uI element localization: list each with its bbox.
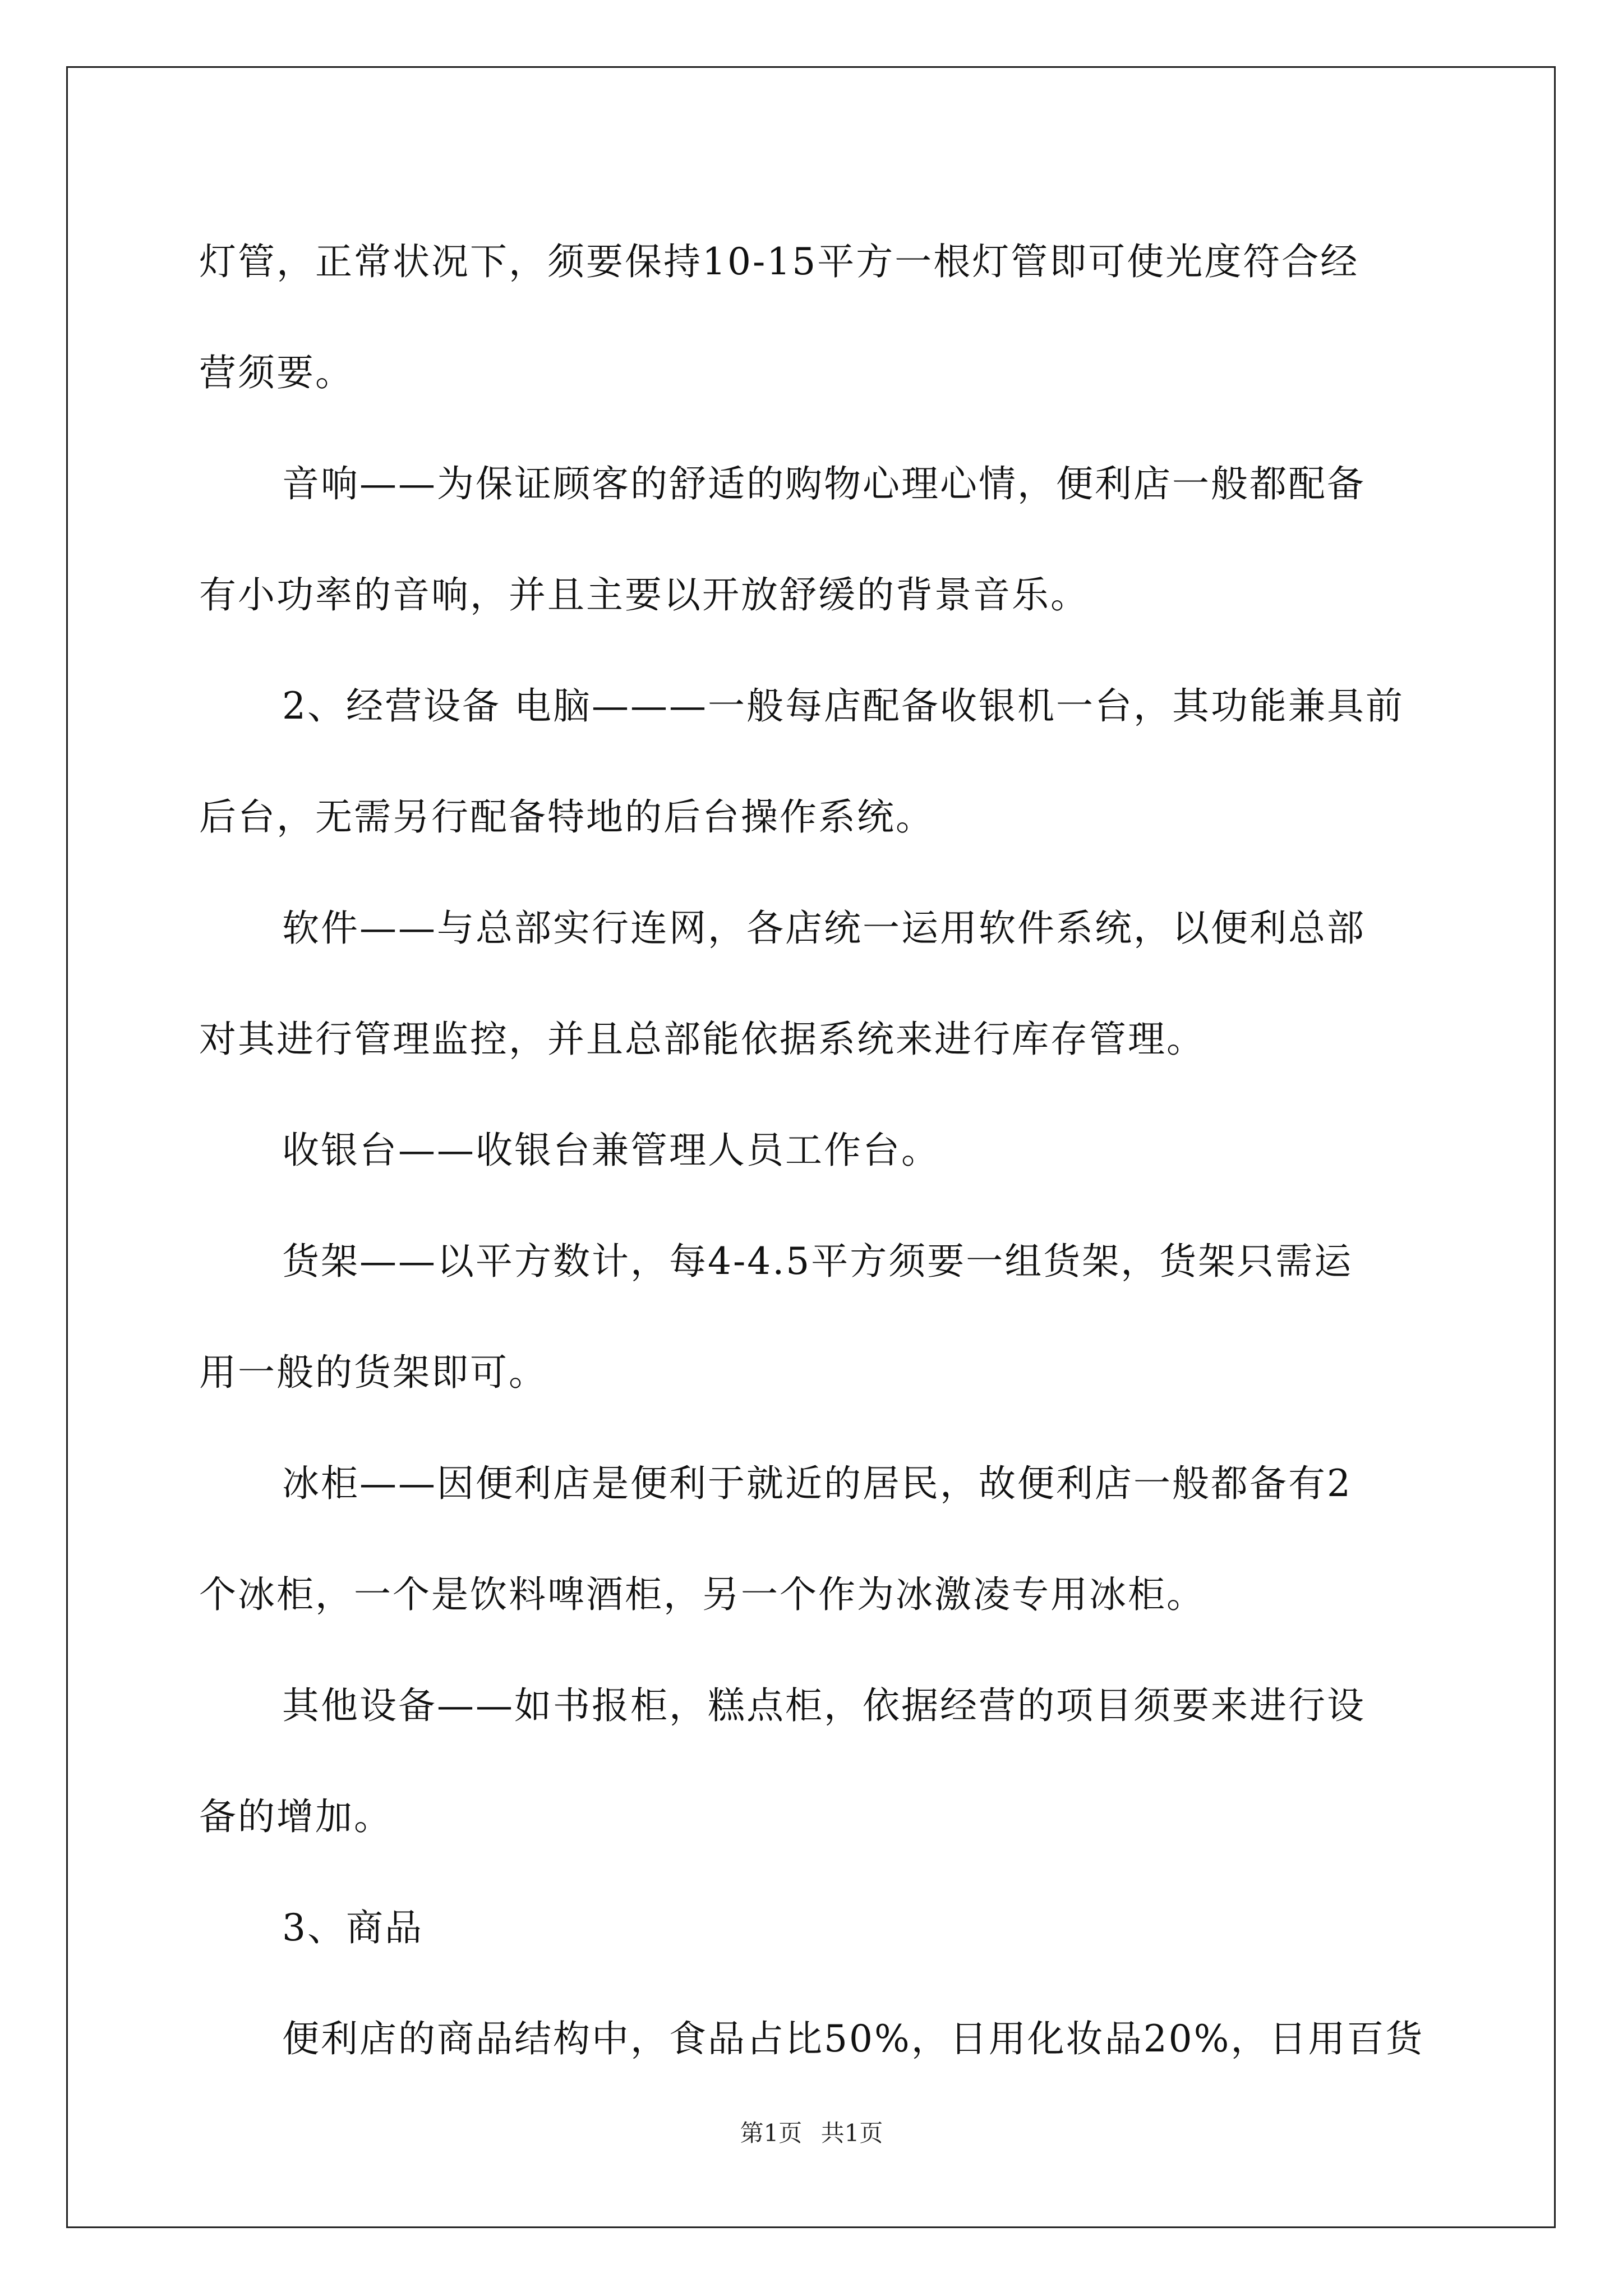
paragraph (199, 206, 1422, 429)
paragraph (199, 873, 1422, 1095)
paragraph (199, 429, 1422, 651)
text-line: 灯管，正常状况下，须要保持10-15平方一根灯管即可使光度符合经 (199, 240, 1359, 283)
text-line: 后台，无需另行配备特地的后台操作系统。 (199, 795, 934, 839)
paragraph (199, 1428, 1422, 1650)
paragraph (199, 1095, 1422, 1206)
paragraph (199, 1650, 1422, 1872)
text-line: 有小功率的音响，并且主要以开放舒缓的背景音乐。 (199, 573, 1089, 616)
text-line: 对其进行管理监控，并且总部能依据系统来进行库存管理。 (199, 1018, 1205, 1061)
page-number: 第1页 (740, 2119, 803, 2147)
page-footer (0, 2115, 1623, 2148)
text-line: 货架——以平方数计，每4-4.5平方须要一组货架，货架只需运 (282, 1240, 1353, 1283)
text-line: 用一般的货架即可。 (199, 1351, 547, 1394)
text-line: 其他设备——如书报柜，糕点柜，依据经营的项目须要来进行设 (282, 1684, 1366, 1727)
text-line: 个冰柜，一个是饮料啤酒柜，另一个作为冰激凌专用冰柜。 (199, 1573, 1205, 1616)
text-line: 软件——与总部实行连网，各店统一运用软件系统，以便利总部 (282, 907, 1366, 950)
text-line: 收银台——收银台兼管理人员工作台。 (282, 1129, 940, 1172)
paragraph (199, 651, 1422, 873)
text-line: 备的增加。 (199, 1795, 393, 1838)
text-line: 3、商品 (282, 1906, 423, 1949)
text-line: 音响——为保证顾客的舒适的购物心理心情，便利店一般都配备 (282, 462, 1366, 505)
paragraph (199, 1984, 1422, 2095)
text-line: 营须要。 (199, 351, 354, 394)
document-body (199, 206, 1422, 2095)
text-line: 便利店的商品结构中，食品占比50%，日用化妆品20%，日用百货 (282, 2017, 1424, 2060)
section-heading (199, 1872, 1422, 1984)
total-pages: 共1页 (820, 2119, 883, 2147)
text-line: 2、经营设备 电脑———一般每店配备收银机一台，其功能兼具前 (282, 684, 1404, 728)
paragraph (199, 1206, 1422, 1428)
text-line: 冰柜——因便利店是便利于就近的居民，故便利店一般都备有2 (282, 1462, 1352, 1505)
